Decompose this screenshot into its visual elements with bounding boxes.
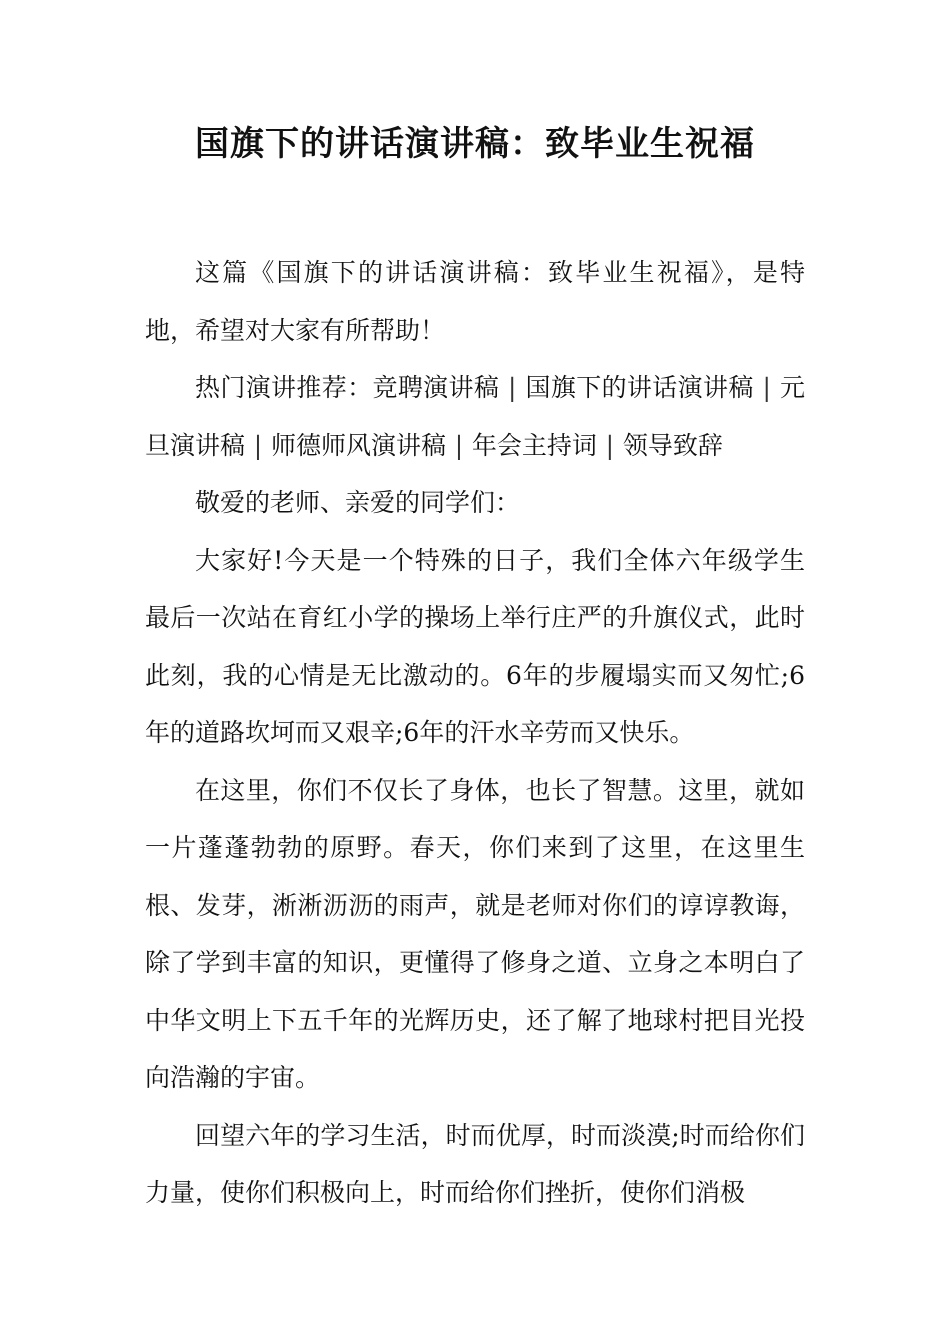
recommend-link[interactable]: 元旦演讲稿 xyxy=(145,373,805,460)
recommend-link[interactable]: 领导致辞 xyxy=(622,430,723,460)
intro-paragraph: 这篇《国旗下的讲话演讲稿：致毕业生祝福》，是特地，希望对大家有所帮助！ xyxy=(145,258,805,345)
recommend-link[interactable]: 竞聘演讲稿 xyxy=(372,373,500,402)
recommend-link[interactable]: 国旗下的讲话演讲稿 xyxy=(525,373,754,402)
body-paragraph: 大家好!今天是一个特殊的日子，我们全体六年级学生最后一次站在育红小学的操场上举行庄严的升旗仪式，此时此刻，我的心情是无比激动的。6年的步履塌实而又匆忙;6年的道路坎坷而又艰辛;6年的汗水辛劳而又快乐。 xyxy=(145,545,805,747)
recommend-label: 热门演讲推荐： xyxy=(195,373,373,402)
separator: | xyxy=(454,430,464,460)
greeting-paragraph: 敬爱的老师、亲爱的同学们： xyxy=(195,488,521,517)
recommend-link[interactable]: 师德师风演讲稿 xyxy=(270,430,446,460)
body-paragraph: 在这里，你们不仅长了身体，也长了智慧。这里，就如一片蓬蓬勃勃的原野。春天，你们来到了这里，在这里生根、发芽，淅淅沥沥的雨声，就是老师对你们的谆谆教诲，除了学到丰富的知识，更懂得了修身之道、立身之本明白了中华文明上下五千年的光辉历史，还了解了地球村把目光投向浩瀚的宇宙。 xyxy=(145,775,805,1092)
separator: | xyxy=(762,373,771,402)
recommend-link[interactable]: 年会主持词 xyxy=(471,430,597,460)
recommend-paragraph xyxy=(145,359,805,474)
document-body xyxy=(145,244,805,1222)
body-paragraph: 回望六年的学习生活，时而优厚，时而淡漠;时而给你们力量，使你们积极向上，时而给你们挫折，使你们消极 xyxy=(145,1120,805,1207)
document-title: 国旗下的讲话演讲稿：致毕业生祝福 xyxy=(195,124,755,164)
separator: | xyxy=(507,373,517,402)
separator: | xyxy=(605,430,615,460)
separator: | xyxy=(253,430,263,460)
